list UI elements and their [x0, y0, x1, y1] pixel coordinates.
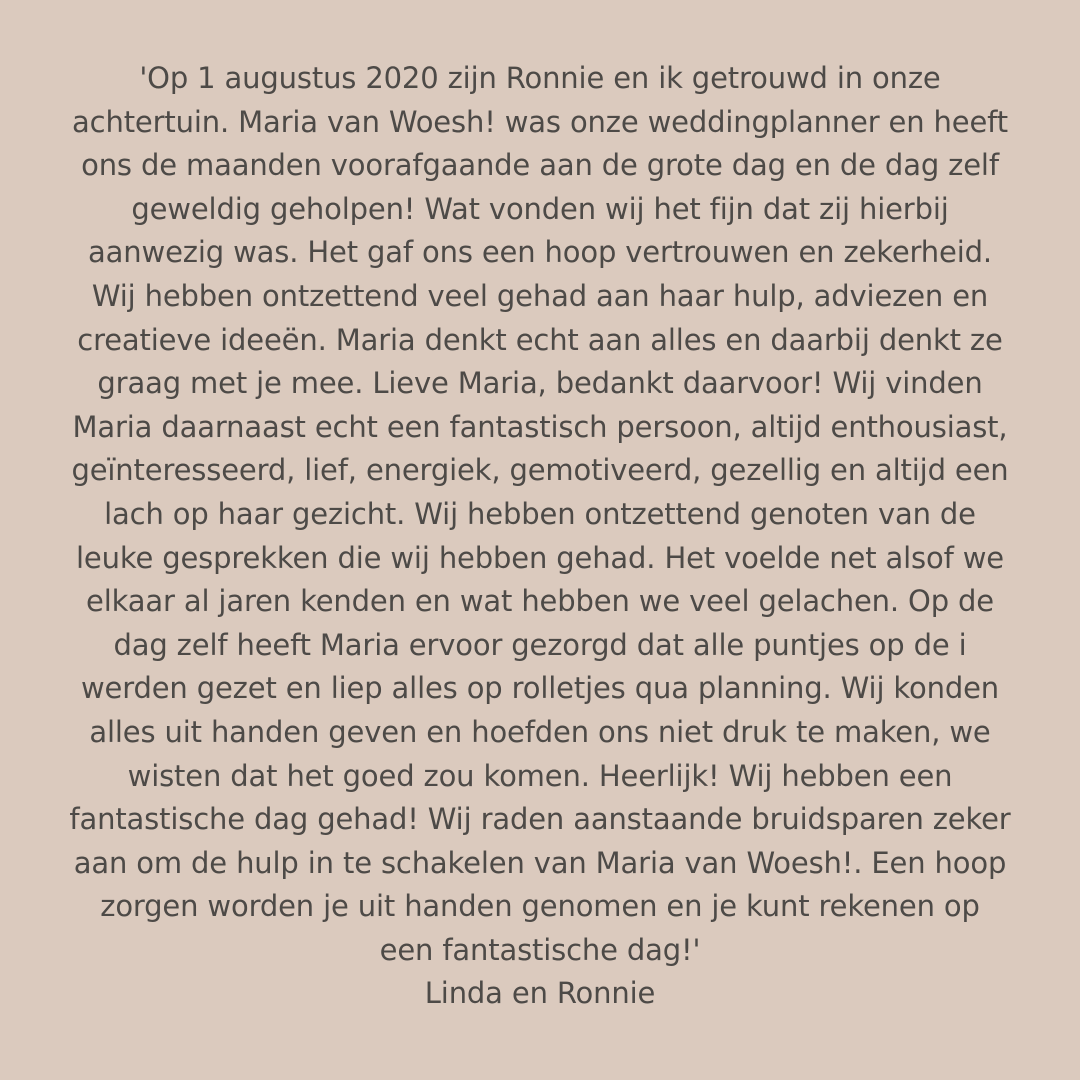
quote-line: achtertuin. Maria van Woesh! was onze weddingplanner en heeft: [72, 104, 1008, 139]
quote-line: elkaar al jaren kenden en wat hebben we veel gelachen. Op de: [86, 584, 994, 619]
quote-line: dag zelf heeft Maria ervoor gezorgd dat alle puntjes op de i: [113, 627, 967, 662]
quote-line: werden gezet en liep alles op rolletjes qua planning. Wij konden: [80, 671, 1000, 706]
quote-line: geweldig geholpen! Wat vonden wij het fijn dat zij hierbij: [131, 191, 949, 226]
quote-line: alles uit handen geven en hoefden ons niet druk te maken, we: [89, 714, 991, 749]
testimonial-quote: [0, 57, 1080, 1016]
quote-line: leuke gesprekken die wij hebben gehad. Het voelde net alsof we: [76, 540, 1004, 575]
quote-line: Maria daarnaast echt een fantastisch persoon, altijd enthousiast,: [72, 409, 1008, 444]
testimonial-signature: Linda en Ronnie: [424, 976, 656, 1011]
quote-line: fantastische dag gehad! Wij raden aanstaande bruidsparen zeker: [69, 802, 1011, 837]
quote-line: een fantastische dag!': [379, 932, 701, 967]
quote-line: ons de maanden voorafgaande aan de grote dag en de dag zelf: [81, 148, 999, 183]
quote-line: graag met je mee. Lieve Maria, bedankt daarvoor! Wij vinden: [97, 366, 983, 401]
quote-line: 'Op 1 augustus 2020 zijn Ronnie en ik getrouwd in onze: [139, 61, 941, 95]
quote-line: wisten dat het goed zou komen. Heerlijk! Wij hebben een: [127, 758, 953, 793]
quote-line: Wij hebben ontzettend veel gehad aan haar hulp, adviezen en: [91, 278, 989, 313]
quote-line: lach op haar gezicht. Wij hebben ontzettend genoten van de: [104, 496, 976, 531]
quote-line: geïnteresseerd, lief, energiek, gemotiveerd, gezellig en altijd een: [71, 453, 1009, 488]
quote-line: zorgen worden je uit handen genomen en je kunt rekenen op: [100, 889, 980, 924]
quote-line: creatieve ideeën. Maria denkt echt aan alles en daarbij denkt ze: [77, 322, 1003, 357]
quote-line: aanwezig was. Het gaf ons een hoop vertrouwen en zekerheid.: [88, 235, 992, 270]
quote-line: aan om de hulp in te schakelen van Maria van Woesh!. Een hoop: [73, 845, 1007, 880]
